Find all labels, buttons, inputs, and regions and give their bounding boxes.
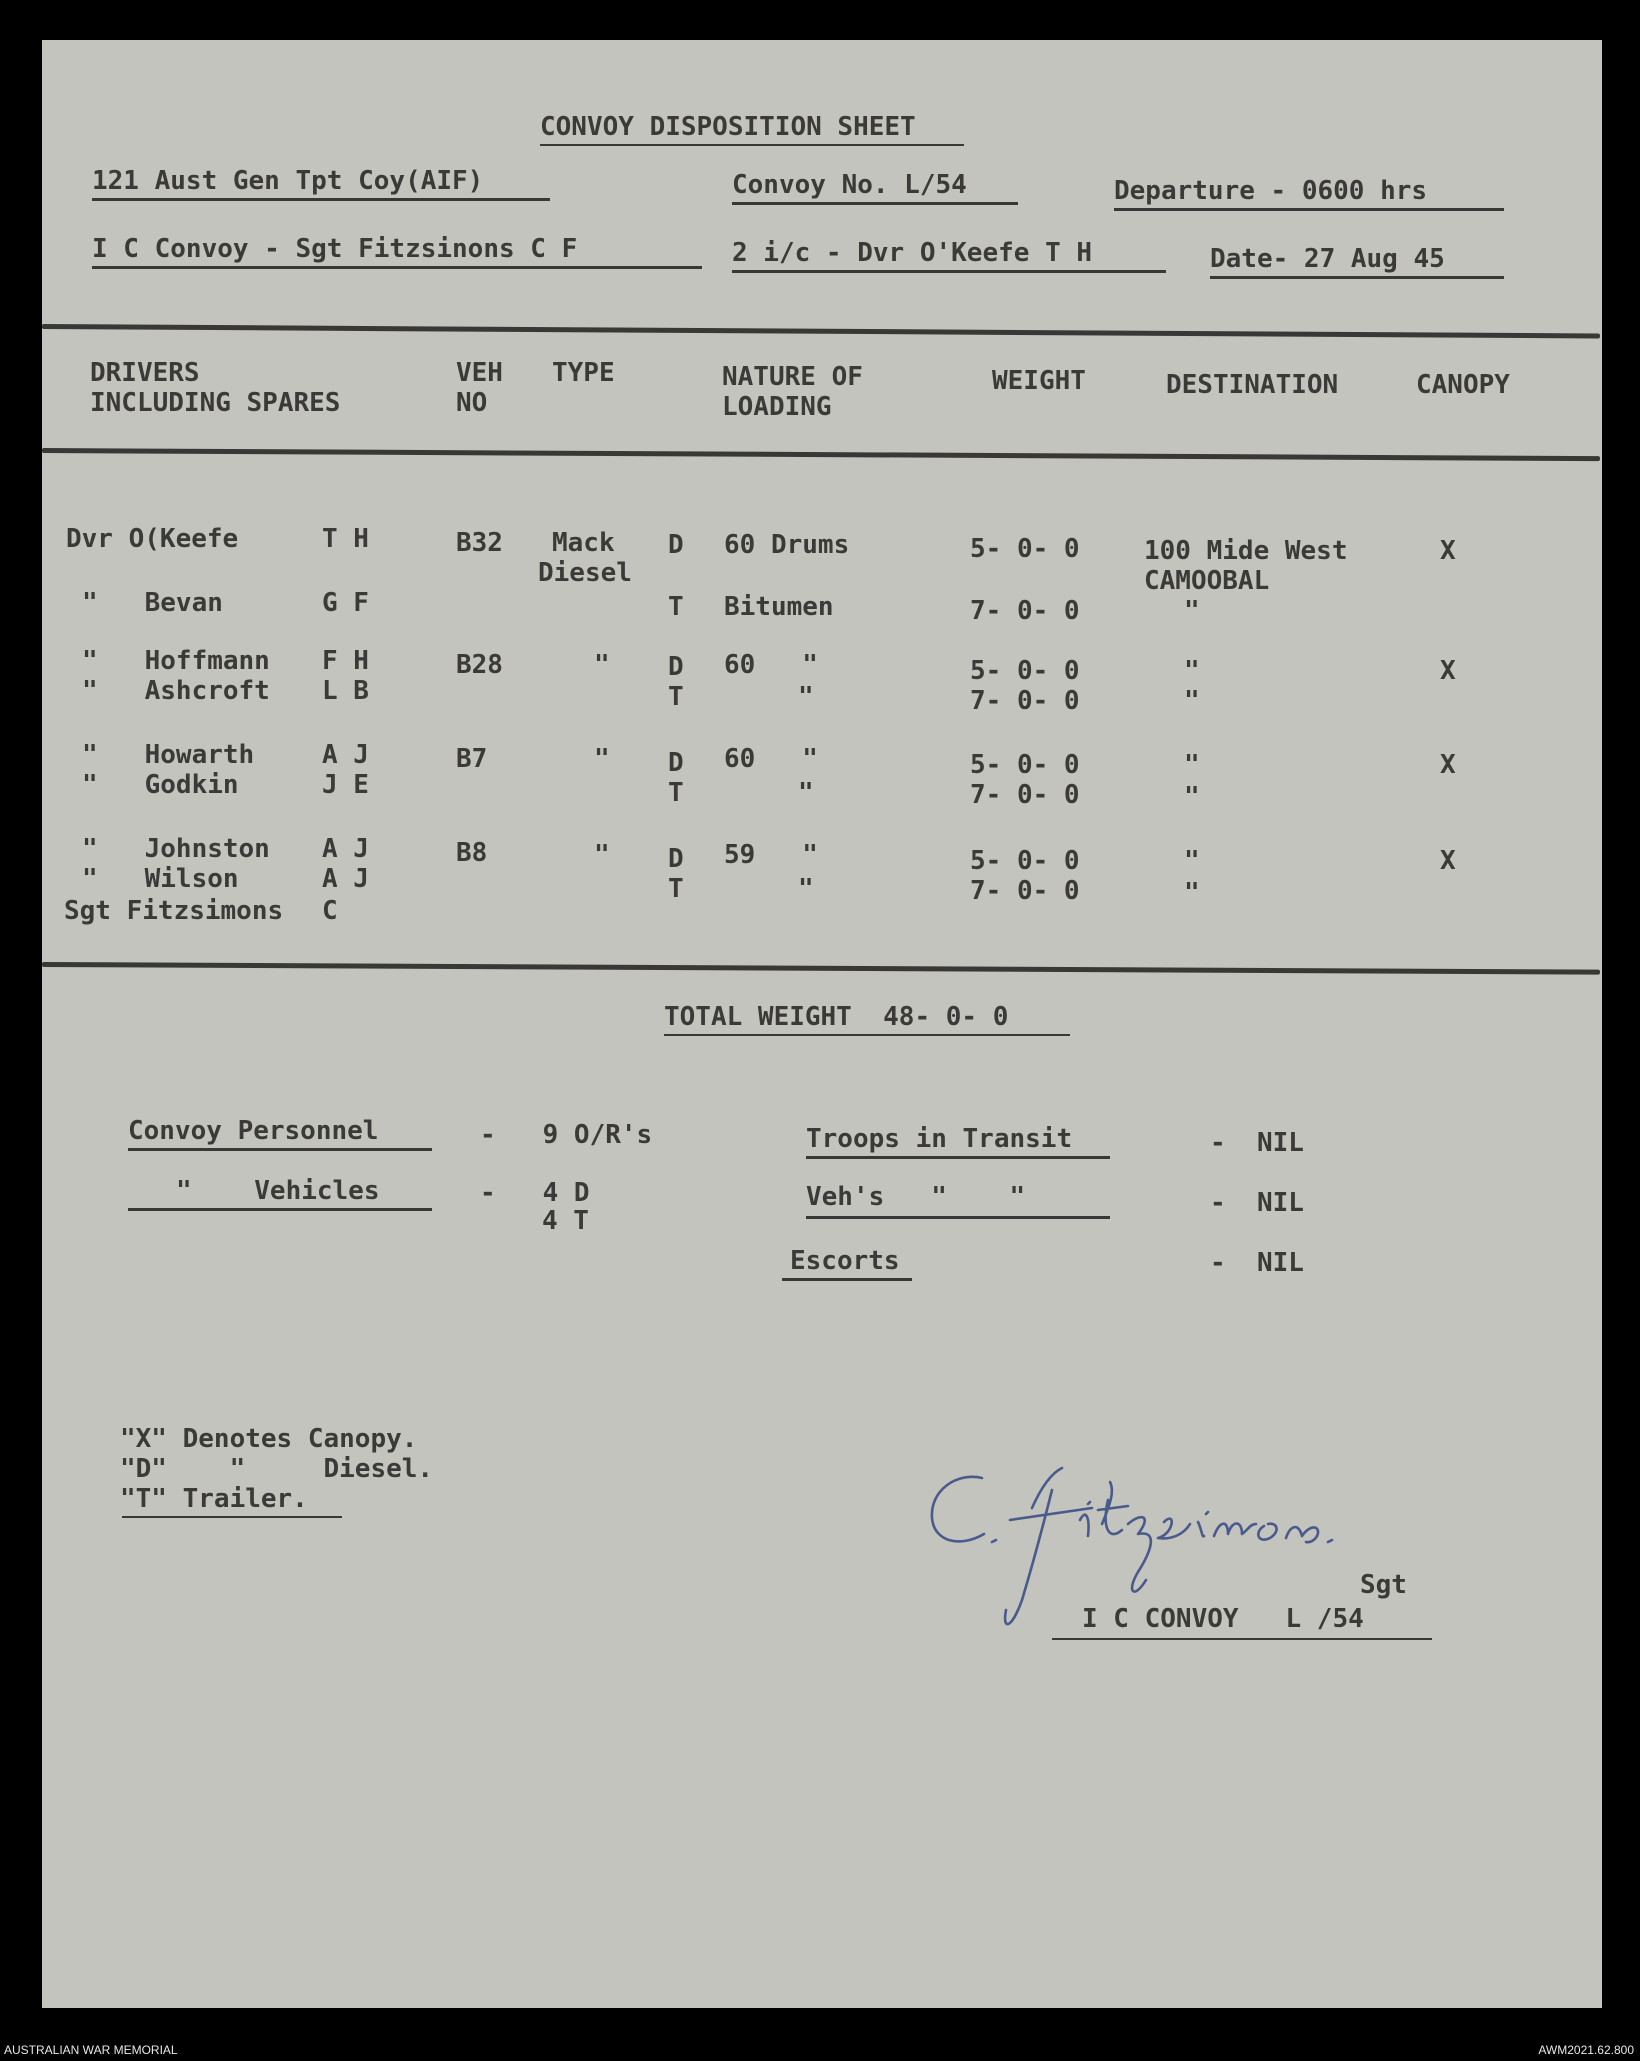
weight: 7- 0- 0 — [970, 876, 1080, 906]
weight: 7- 0- 0 — [970, 780, 1080, 810]
col-nature-line2: LOADING — [722, 392, 832, 422]
second-in-charge: 2 i/c - Dvr O'Keefe T H — [732, 238, 1093, 268]
weight: 5- 0- 0 — [970, 656, 1080, 686]
vehicles-value-trailer: 4 T — [542, 1206, 589, 1236]
departure-underline — [1114, 208, 1504, 211]
unit-name: 121 Aust Gen Tpt Coy(AIF) — [92, 166, 484, 196]
loading: 60 Drums — [724, 530, 850, 560]
dt-code: D — [668, 530, 684, 560]
legend-diesel: "D" " Diesel. — [120, 1454, 434, 1484]
header-rule-bottom — [42, 448, 1600, 461]
col-weight: WEIGHT — [992, 366, 1086, 396]
vehicle-number: B7 — [456, 744, 488, 774]
legend-underline — [122, 1516, 342, 1518]
dt-code: T — [668, 682, 684, 712]
driver-name: " Wilson — [82, 864, 239, 894]
driver-name: " Godkin — [82, 770, 239, 800]
driver-initials: L B — [322, 676, 369, 706]
destination: " — [1184, 686, 1200, 716]
driver-name: " Bevan — [82, 588, 223, 618]
vehicle-number: B28 — [456, 650, 503, 680]
vehicle-type-line1: Mack — [552, 528, 615, 558]
troops-value: - NIL — [1210, 1128, 1304, 1158]
loading: 60 " — [724, 650, 818, 680]
personnel-value: - 9 O/R's — [480, 1120, 653, 1150]
driver-name: " Hoffmann — [82, 646, 270, 676]
vehicles-label: " Vehicles — [176, 1176, 380, 1206]
dt-code: T — [668, 592, 684, 622]
loading: Bitumen — [724, 592, 834, 622]
weight: 7- 0- 0 — [970, 686, 1080, 716]
dt-code: D — [668, 652, 684, 682]
personnel-label: Convoy Personnel — [128, 1116, 379, 1146]
date-underline — [1210, 276, 1504, 279]
canopy-mark: X — [1440, 656, 1456, 686]
vehicle-number: B32 — [456, 528, 503, 558]
footer-accession-number: AWM2021.62.800 — [1538, 2043, 1634, 2057]
driver-name: " Johnston — [82, 834, 270, 864]
dt-code: D — [668, 844, 684, 874]
driver-name: " Howarth — [82, 740, 255, 770]
table-rule-bottom — [42, 962, 1600, 975]
loading: 59 " — [724, 840, 818, 870]
signature-underline — [1052, 1638, 1432, 1640]
vehicle-type-line2: Diesel — [538, 558, 632, 588]
destination: " — [1184, 782, 1200, 812]
vehicle-type: " — [594, 840, 610, 870]
ic-convoy-underline — [92, 266, 702, 269]
escorts-label: Escorts — [790, 1246, 900, 1276]
weight: 5- 0- 0 — [970, 750, 1080, 780]
signature-rank: Sgt — [1360, 1570, 1407, 1600]
loading: " — [798, 682, 814, 712]
loading: 60 " — [724, 744, 818, 774]
driver-initials: A J — [322, 740, 369, 770]
weight: 7- 0- 0 — [970, 596, 1080, 626]
ic-convoy: I C Convoy - Sgt Fitzsinons C F — [92, 234, 578, 264]
canopy-mark: X — [1440, 750, 1456, 780]
title-underline — [540, 144, 964, 146]
legend-canopy: "X" Denotes Canopy. — [120, 1424, 418, 1454]
signature-role: I C CONVOY L /54 — [1082, 1604, 1364, 1634]
vehicles-value-diesel: - 4 D — [480, 1178, 590, 1208]
driver-name: Dvr O(Keefe — [66, 524, 239, 554]
personnel-underline — [128, 1148, 432, 1151]
col-canopy: CANOPY — [1416, 370, 1510, 400]
handwritten-signature — [902, 1460, 1382, 1680]
driver-initials: C — [322, 896, 338, 926]
document-page — [42, 40, 1602, 2008]
col-nature-line1: NATURE OF — [722, 362, 863, 392]
driver-initials: G F — [322, 588, 369, 618]
col-drivers-line1: DRIVERS — [90, 358, 200, 388]
driver-initials: J E — [322, 770, 369, 800]
col-veh-line1: VEH — [456, 358, 503, 388]
vehs-value: - NIL — [1210, 1188, 1304, 1218]
driver-initials: T H — [322, 524, 369, 554]
dt-code: T — [668, 778, 684, 808]
vehicles-underline — [128, 1208, 432, 1211]
vehs-label: Veh's " " — [806, 1182, 1026, 1212]
destination: " — [1184, 656, 1200, 686]
dt-code: T — [668, 874, 684, 904]
driver-name: " Ashcroft — [82, 676, 270, 706]
destination: " — [1184, 750, 1200, 780]
sheet-date: Date- 27 Aug 45 — [1210, 244, 1445, 274]
canopy-mark: X — [1440, 846, 1456, 876]
unit-underline — [92, 198, 550, 201]
vehicle-type: " — [594, 744, 610, 774]
vehs-underline — [806, 1216, 1110, 1219]
driver-name: Sgt Fitzsimons — [64, 896, 284, 926]
vehicle-number: B8 — [456, 838, 488, 868]
col-drivers-line2: INCLUDING SPARES — [90, 388, 341, 418]
sheet-title: CONVOY DISPOSITION SHEET — [540, 112, 916, 142]
total-weight: TOTAL WEIGHT 48- 0- 0 — [664, 1002, 1009, 1032]
col-type: TYPE — [552, 358, 615, 388]
vehicle-type: " — [594, 650, 610, 680]
second-in-charge-underline — [732, 270, 1166, 273]
convoy-number: Convoy No. L/54 — [732, 170, 967, 200]
departure-time: Departure - 0600 hrs — [1114, 176, 1428, 206]
weight: 5- 0- 0 — [970, 846, 1080, 876]
col-veh-line2: NO — [456, 388, 488, 418]
loading: " — [798, 874, 814, 904]
troops-underline — [806, 1156, 1110, 1159]
destination-line1: 100 Mide West — [1144, 536, 1348, 566]
weight: 5- 0- 0 — [970, 534, 1080, 564]
col-destination: DESTINATION — [1166, 370, 1339, 400]
footer-institution: AUSTRALIAN WAR MEMORIAL — [4, 2043, 178, 2057]
destination: " — [1184, 596, 1200, 626]
loading: " — [798, 778, 814, 808]
driver-initials: F H — [322, 646, 369, 676]
driver-initials: A J — [322, 834, 369, 864]
destination-line2: CAMOOBAL — [1144, 566, 1270, 596]
canopy-mark: X — [1440, 536, 1456, 566]
destination: " — [1184, 846, 1200, 876]
escorts-underline — [782, 1278, 912, 1281]
driver-initials: A J — [322, 864, 369, 894]
dt-code: D — [668, 748, 684, 778]
legend-trailer: "T" Trailer. — [120, 1484, 308, 1514]
total-weight-underline — [664, 1034, 1070, 1036]
header-rule-top — [42, 324, 1600, 339]
escorts-value: - NIL — [1210, 1248, 1304, 1278]
destination: " — [1184, 878, 1200, 908]
troops-label: Troops in Transit — [806, 1124, 1073, 1154]
convoy-number-underline — [732, 202, 1018, 205]
